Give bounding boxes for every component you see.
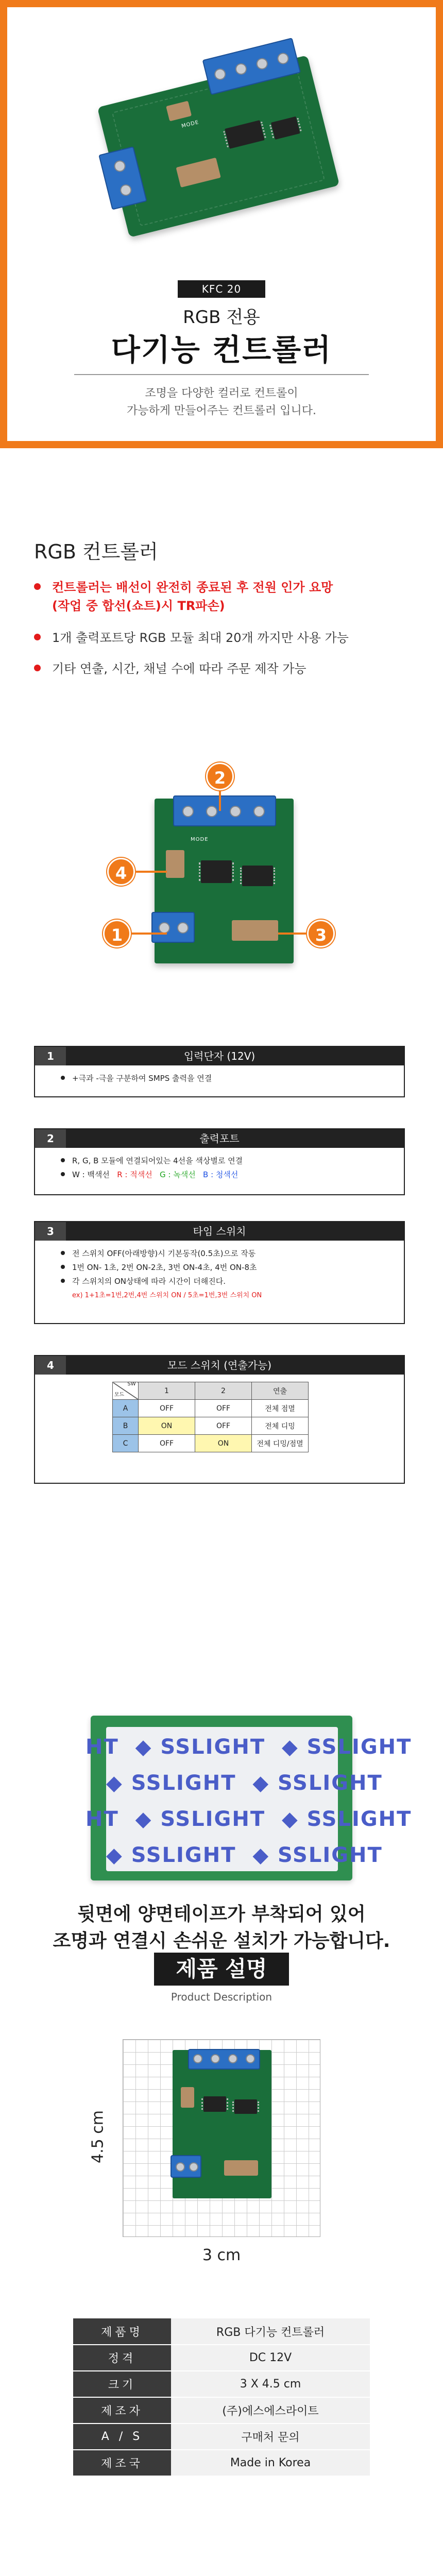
box-text: +극과 -극을 구분하여 SMPS 출력을 연결 (72, 1074, 212, 1083)
table-row: A OFF OFF 전체 점멸 (113, 1400, 309, 1417)
hero-divider (74, 374, 369, 375)
mode-table (112, 1382, 309, 1452)
box-number: 2 (35, 1129, 66, 1148)
mode-table-corner: SW 모드 (113, 1382, 139, 1400)
box-title: 타임 스위치 (35, 1222, 404, 1241)
box-text: 각 스위치의 ON상태에 따라 시간이 더해진다. (72, 1277, 226, 1286)
feature-text: 기타 연출, 시간, 채널 수에 따라 주문 제작 가능 (52, 662, 306, 676)
box-number: 3 (35, 1222, 66, 1241)
ic-chip (242, 866, 273, 886)
hero-subtitle: RGB 전용 (183, 307, 260, 328)
table-row: A / S 구매처 문의 (73, 2424, 370, 2450)
bullet-icon (34, 634, 41, 640)
table-row: 정격 DC 12V (73, 2345, 370, 2371)
product-description-subtitle: Product Description (171, 1991, 272, 2003)
mode-table-header: 1 (139, 1382, 195, 1400)
table-row: 제품명 RGB 다기능 컨트롤러 (73, 2318, 370, 2345)
mode-dip-switch (166, 850, 184, 878)
pcb-board (155, 799, 294, 963)
info-box-output (34, 1128, 405, 1195)
wire-w: W : 백색선 (72, 1170, 110, 1179)
callout-2: 2 (206, 762, 234, 790)
table-row: 크기 3 X 4.5 cm (73, 2371, 370, 2397)
output-terminal (173, 795, 276, 826)
spec-table (73, 2318, 370, 2477)
hero-desc-line1: 조명을 다양한 컬러로 컨트롤이 (145, 387, 298, 400)
hero-desc-line2: 가능하게 만들어주는 컨트롤러 입니다. (126, 404, 316, 417)
box-text: R, G, B 모듈에 연결되어있는 4선을 색상별로 연결 (72, 1156, 243, 1165)
pcb-board-top (173, 2050, 271, 2198)
timer-dip-switch (232, 920, 278, 941)
board-silk-mode: MODE (191, 837, 209, 842)
feature-warning-line1: 컨트롤러는 배선이 완전히 종료된 후 전원 인가 요망 (52, 580, 333, 595)
callout-4: 4 (107, 858, 135, 886)
pcb-board (97, 55, 339, 238)
box-number: 4 (35, 1356, 66, 1375)
hero-title: 다기능 컨트롤러 (111, 332, 332, 367)
box-text: 전 스위치 OFF(아래방향)시 기본동작(0.5초)으로 작동 (72, 1249, 256, 1258)
table-row: 제조자 (주)에스에스라이트 (73, 2397, 370, 2424)
mode-table-header: 2 (195, 1382, 252, 1400)
hero-product-photo (90, 23, 352, 265)
table-row: C OFF ON 전체 디밍/점멸 (113, 1435, 309, 1452)
board-silk-mode: MODE (181, 119, 200, 129)
mode-table-header: 연출 (252, 1382, 309, 1400)
hero-section (0, 0, 443, 448)
wire-g: G : 녹색선 (160, 1170, 196, 1179)
wire-r: R : 적색선 (117, 1170, 152, 1179)
feature-item-3 (34, 659, 306, 678)
feature-text: 1개 출력포트당 RGB 모듈 최대 20개 까지만 사용 가능 (52, 631, 349, 645)
wire-b: B : 청색선 (203, 1170, 238, 1179)
ic-chip (201, 860, 232, 883)
features-title: RGB 컨트롤러 (34, 540, 158, 563)
size-grid (123, 2039, 320, 2237)
width-dimension: 3 cm (202, 2246, 241, 2264)
box-title: 출력포트 (35, 1129, 404, 1148)
height-dimension: 4.5 cm (89, 2110, 107, 2163)
bullet-icon (34, 665, 41, 671)
table-row: 제조국 Made in Korea (73, 2450, 370, 2476)
info-box-timer (34, 1221, 405, 1324)
feature-item-2 (34, 629, 349, 647)
box-number: 1 (35, 1047, 66, 1065)
tape-caption-line2: 조명과 연결시 손쉬운 설치가 가능합니다. (53, 1930, 390, 1952)
bullet-icon (34, 583, 41, 590)
product-description-title: 제품 설명 (154, 1953, 289, 1986)
box-title: 모드 스위치 (연출가능) (35, 1356, 404, 1375)
box-text: 1번 ON- 1초, 2번 ON-2초, 3번 ON-4초, 4번 ON-8초 (72, 1263, 257, 1272)
box-title: 입력단자 (12V) (35, 1047, 404, 1065)
box-example: ex) 1+1초=1번,2번,4번 스위치 ON / 5초=1번,3번 스위치 ON (72, 1292, 262, 1299)
feature-item-1 (34, 578, 333, 615)
tape-photo: HT ◆ SSLIGHT ◆ SSLIGHT ◆ SSLIGHT ◆ SSLIGHT HT ◆ SSLIGHT ◆ SSLIGHT ◆ SSLIGHT ◆ SSLIGHT (91, 1716, 352, 1880)
table-row: B ON OFF 전체 디밍 (113, 1417, 309, 1435)
annotated-board-photo (93, 762, 350, 979)
input-terminal (151, 912, 195, 943)
info-box-mode (34, 1355, 405, 1484)
model-tag: KFC 20 (178, 280, 265, 298)
feature-warning-line2: (작업 중 합선(쇼트)시 TR파손) (52, 599, 225, 613)
callout-3: 3 (307, 920, 335, 947)
tape-caption-line1: 뒷면에 양면테이프가 부착되어 있어 (77, 1904, 366, 1925)
info-box-input (34, 1046, 405, 1097)
callout-1: 1 (103, 920, 131, 947)
